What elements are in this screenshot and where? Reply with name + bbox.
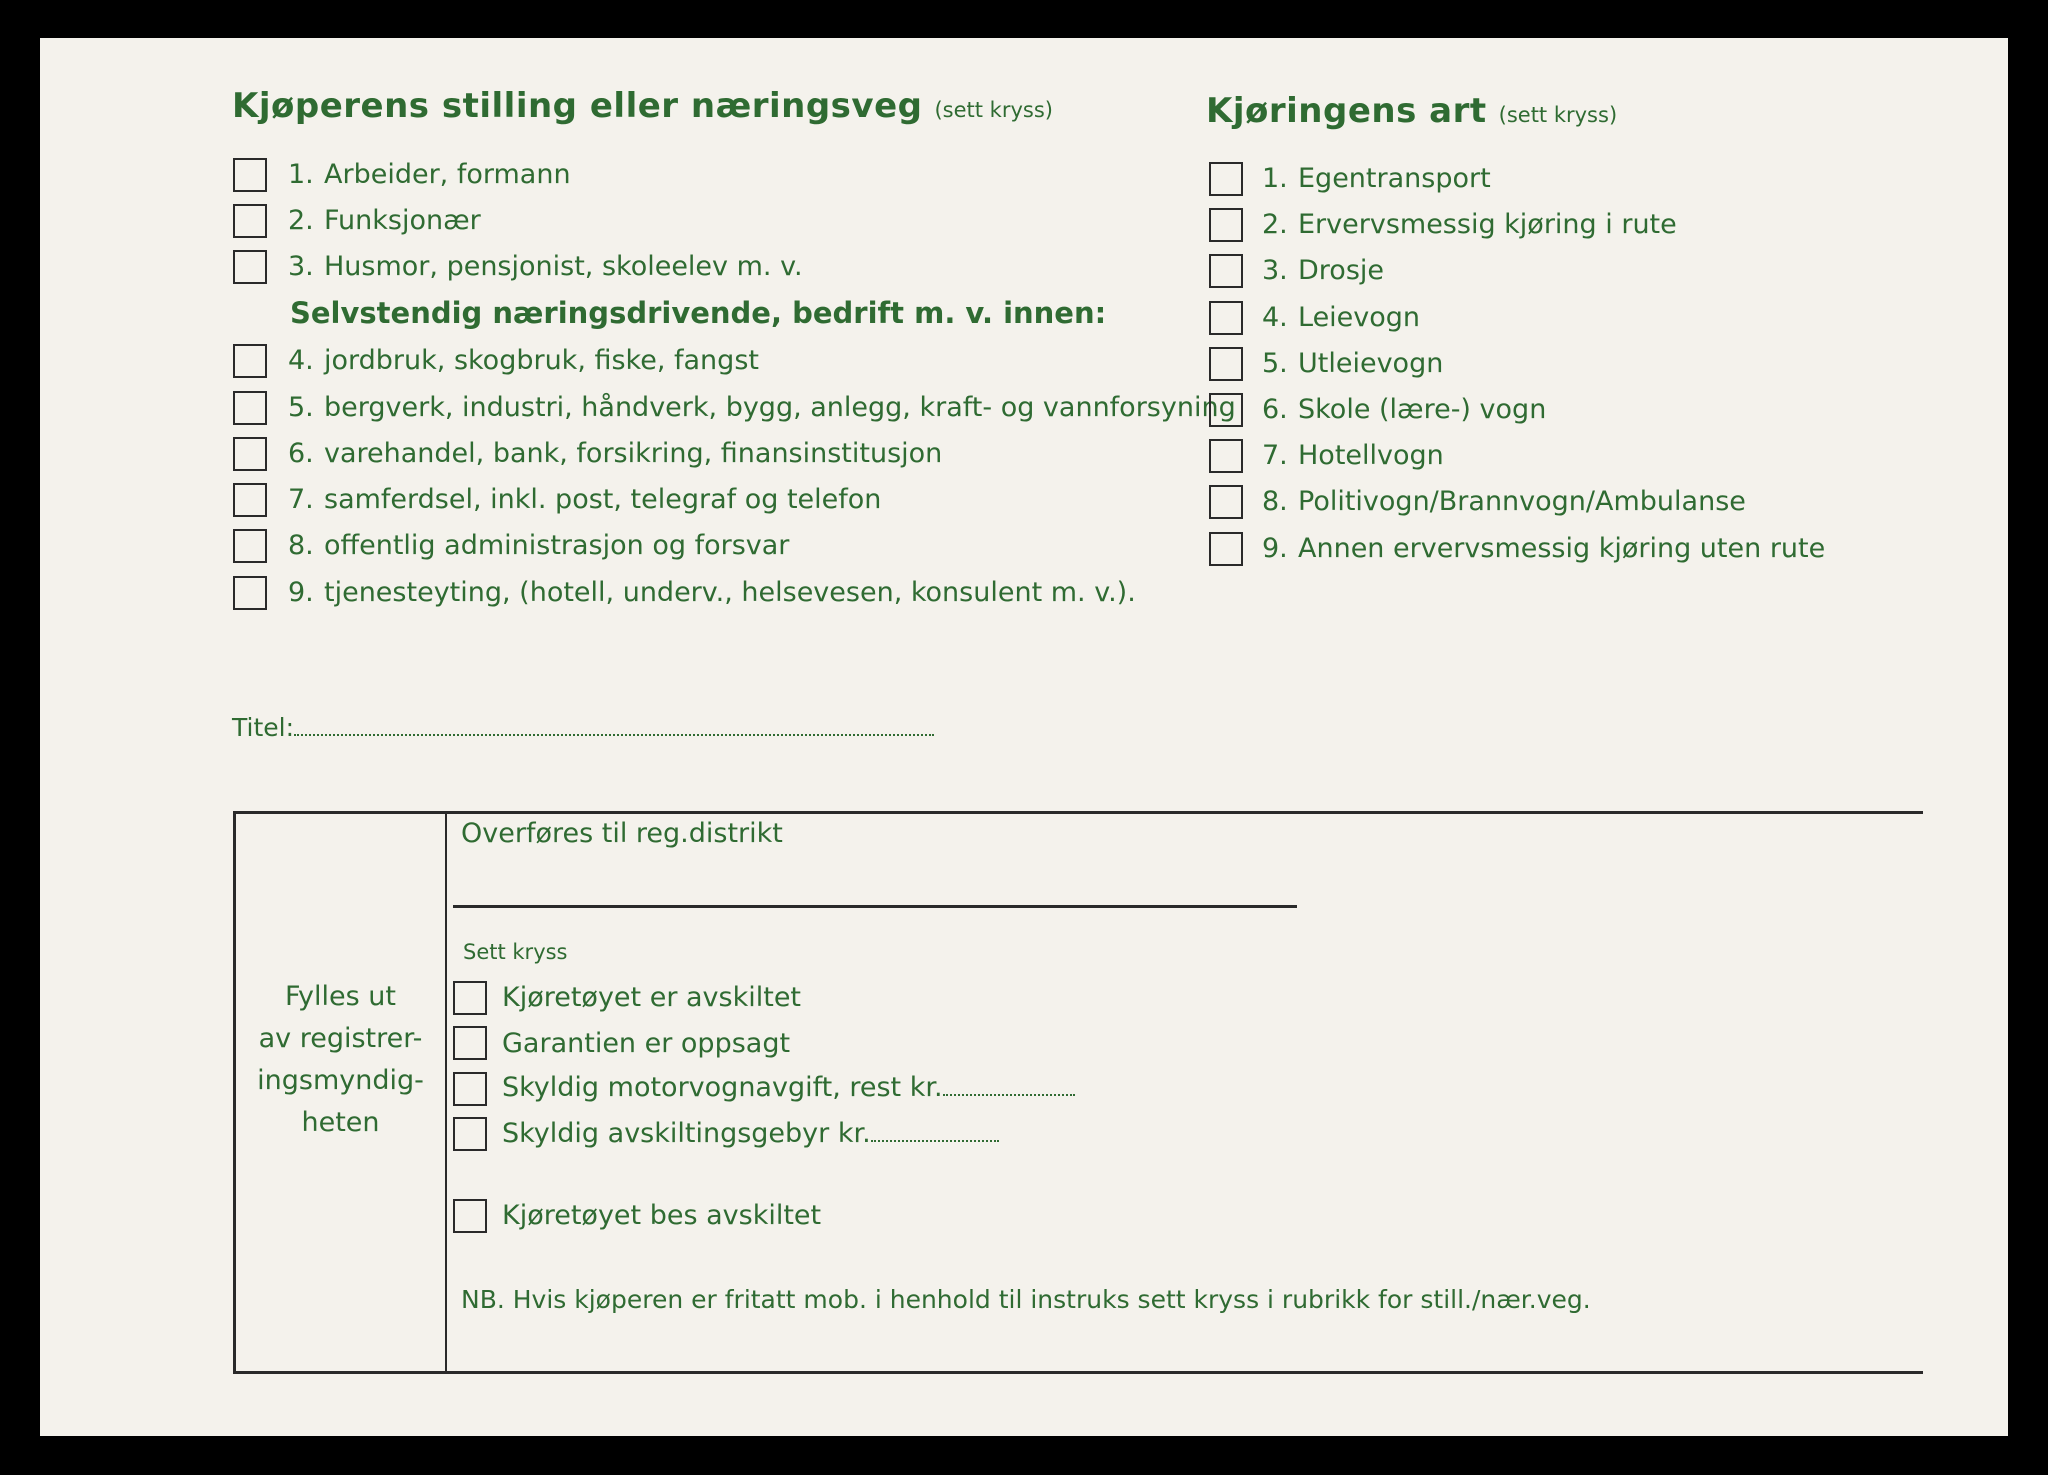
option-number: 8. xyxy=(288,530,314,561)
checkbox-occupation-6[interactable] xyxy=(233,437,267,471)
option-number: 3. xyxy=(1262,255,1288,286)
option-label: Utleievogn xyxy=(1298,348,1444,379)
option-number: 5. xyxy=(288,392,314,423)
side-label-line: av registrer- xyxy=(258,1023,423,1054)
option-label: Egentransport xyxy=(1298,163,1491,194)
option-label: samferdsel, inkl. post, telegraf og telefon xyxy=(324,484,882,515)
checkbox-bes-avskiltet[interactable] xyxy=(453,1199,487,1233)
registry-side-label xyxy=(236,976,445,1144)
option-number: 3. xyxy=(288,251,314,282)
option-number: 9. xyxy=(1262,533,1288,564)
option-number: 6. xyxy=(1262,394,1288,425)
checkbox-occupation-8[interactable] xyxy=(233,529,267,563)
driving-option-5 xyxy=(1262,348,1443,380)
side-label-line: heten xyxy=(301,1107,380,1138)
titel-field[interactable] xyxy=(232,713,934,742)
checkbox-driving-9[interactable] xyxy=(1209,532,1243,566)
option-label: Ervervsmessig kjøring i rute xyxy=(1298,209,1677,240)
occupation-option-9 xyxy=(288,577,1136,609)
checkbox-driving-1[interactable] xyxy=(1209,162,1243,196)
right-section-title xyxy=(1206,91,1617,131)
checkbox-occupation-9[interactable] xyxy=(233,576,267,610)
driving-option-9 xyxy=(1262,533,1825,565)
option-label: Arbeider, formann xyxy=(324,159,571,190)
side-label-line: ingsmyndig- xyxy=(257,1065,424,1096)
left-title-text: Kjøperens stilling eller næringsveg xyxy=(232,86,923,126)
checkbox-avskiltet[interactable] xyxy=(453,981,487,1015)
transfer-district-line[interactable] xyxy=(453,905,1297,908)
occupation-option-8 xyxy=(288,530,789,562)
checkbox-occupation-2[interactable] xyxy=(233,204,267,238)
checkbox-occupation-7[interactable] xyxy=(233,483,267,517)
driving-option-1 xyxy=(1262,163,1491,195)
driving-option-7 xyxy=(1262,440,1444,472)
option-label: offentlig administrasjon og forsvar xyxy=(324,530,790,561)
driving-option-8 xyxy=(1262,486,1746,518)
option-number: 7. xyxy=(288,484,314,515)
driving-option-6 xyxy=(1262,394,1546,426)
option-number: 2. xyxy=(1262,209,1288,240)
avskiltingsgebyr-text: Skyldig avskiltingsgebyr kr. xyxy=(502,1118,871,1149)
checkbox-garanti[interactable] xyxy=(453,1026,487,1060)
motorvognavgift-text: Skyldig motorvognavgift, rest kr. xyxy=(502,1072,943,1103)
option-number: 4. xyxy=(288,345,314,376)
right-title-hint: (sett kryss) xyxy=(1498,103,1618,127)
option-number: 5. xyxy=(1262,348,1288,379)
option-label: Leievogn xyxy=(1298,302,1421,333)
option-number: 7. xyxy=(1262,440,1288,471)
option-label: Politivogn/Brannvogn/Ambulanse xyxy=(1298,486,1746,517)
option-label: Annen ervervsmessig kjøring uten rute xyxy=(1298,533,1826,564)
driving-option-2 xyxy=(1262,209,1677,241)
option-label: Funksjonær xyxy=(324,205,481,236)
checkbox-driving-8[interactable] xyxy=(1209,485,1243,519)
right-title-text: Kjøringens art xyxy=(1206,91,1487,131)
checkbox-driving-3[interactable] xyxy=(1209,254,1243,288)
option-number: 1. xyxy=(1262,163,1288,194)
occupation-option-3 xyxy=(288,251,803,283)
self-employed-subheading: Selvstendig næringsdrivende, bedrift m. v. innen: xyxy=(290,296,1107,330)
option-number: 1. xyxy=(288,159,314,190)
option-number: 4. xyxy=(1262,302,1288,333)
option-number: 8. xyxy=(1262,486,1288,517)
option-number: 2. xyxy=(288,205,314,236)
checkbox-occupation-4[interactable] xyxy=(233,344,267,378)
occupation-option-1 xyxy=(288,159,571,191)
left-title-hint: (sett kryss) xyxy=(934,98,1053,122)
option-number: 6. xyxy=(288,438,314,469)
check-label-motorvognavgift xyxy=(502,1072,1075,1104)
checkbox-driving-7[interactable] xyxy=(1209,439,1243,473)
option-label: bergverk, industri, håndverk, bygg, anlegg, kraft- og vannforsyning xyxy=(324,392,1236,423)
left-section-title xyxy=(232,86,1053,126)
occupation-option-4 xyxy=(288,345,759,377)
checkbox-motorvognavgift[interactable] xyxy=(453,1072,487,1106)
checkbox-avskiltingsgebyr[interactable] xyxy=(453,1117,487,1151)
avskiltingsgebyr-amount-line[interactable] xyxy=(871,1140,999,1142)
checkbox-occupation-3[interactable] xyxy=(233,250,267,284)
form-sheet xyxy=(40,38,2008,1436)
occupation-option-5 xyxy=(288,392,1236,424)
checkbox-driving-4[interactable] xyxy=(1209,301,1243,335)
checkbox-driving-6[interactable] xyxy=(1209,393,1243,427)
nb-note: NB. Hvis kjøperen er fritatt mob. i henhold til instruks sett kryss i rubrikk for still./nær.veg. xyxy=(461,1285,1591,1314)
option-label: jordbruk, skogbruk, fiske, fangst xyxy=(324,345,759,376)
check-label-avskiltet: Kjøretøyet er avskiltet xyxy=(502,982,802,1013)
option-number: 9. xyxy=(288,577,314,608)
occupation-option-7 xyxy=(288,484,881,516)
motorvognavgift-amount-line[interactable] xyxy=(943,1094,1075,1096)
checkbox-occupation-5[interactable] xyxy=(233,391,267,425)
sett-kryss-label: Sett kryss xyxy=(463,940,568,964)
driving-option-4 xyxy=(1262,302,1420,334)
option-label: Husmor, pensjonist, skoleelev m. v. xyxy=(324,251,803,282)
transfer-label: Overføres til reg.distrikt xyxy=(461,818,783,849)
option-label: Drosje xyxy=(1298,255,1384,286)
box-divider xyxy=(445,811,447,1373)
check-label-garanti: Garantien er oppsagt xyxy=(502,1028,791,1059)
occupation-option-6 xyxy=(288,438,942,470)
checkbox-occupation-1[interactable] xyxy=(233,158,267,192)
occupation-option-2 xyxy=(288,205,481,237)
checkbox-driving-5[interactable] xyxy=(1209,347,1243,381)
titel-dotted-line xyxy=(294,734,934,736)
option-label: varehandel, bank, forsikring, finansinstitusjon xyxy=(324,438,943,469)
check-label-avskiltingsgebyr xyxy=(502,1118,999,1150)
driving-option-3 xyxy=(1262,255,1384,287)
box-bottom-border xyxy=(233,1371,1923,1374)
titel-label: Titel: xyxy=(232,713,294,742)
option-label: Skole (lære-) vogn xyxy=(1298,394,1547,425)
option-label: Hotellvogn xyxy=(1298,440,1444,471)
option-label: tjenesteyting, (hotell, underv., helsevesen, konsulent m. v.). xyxy=(324,577,1136,608)
checkbox-driving-2[interactable] xyxy=(1209,208,1243,242)
box-top-border xyxy=(233,811,1923,814)
side-label-line: Fylles ut xyxy=(285,981,396,1012)
check-label-bes-avskiltet: Kjøretøyet bes avskiltet xyxy=(502,1200,822,1231)
